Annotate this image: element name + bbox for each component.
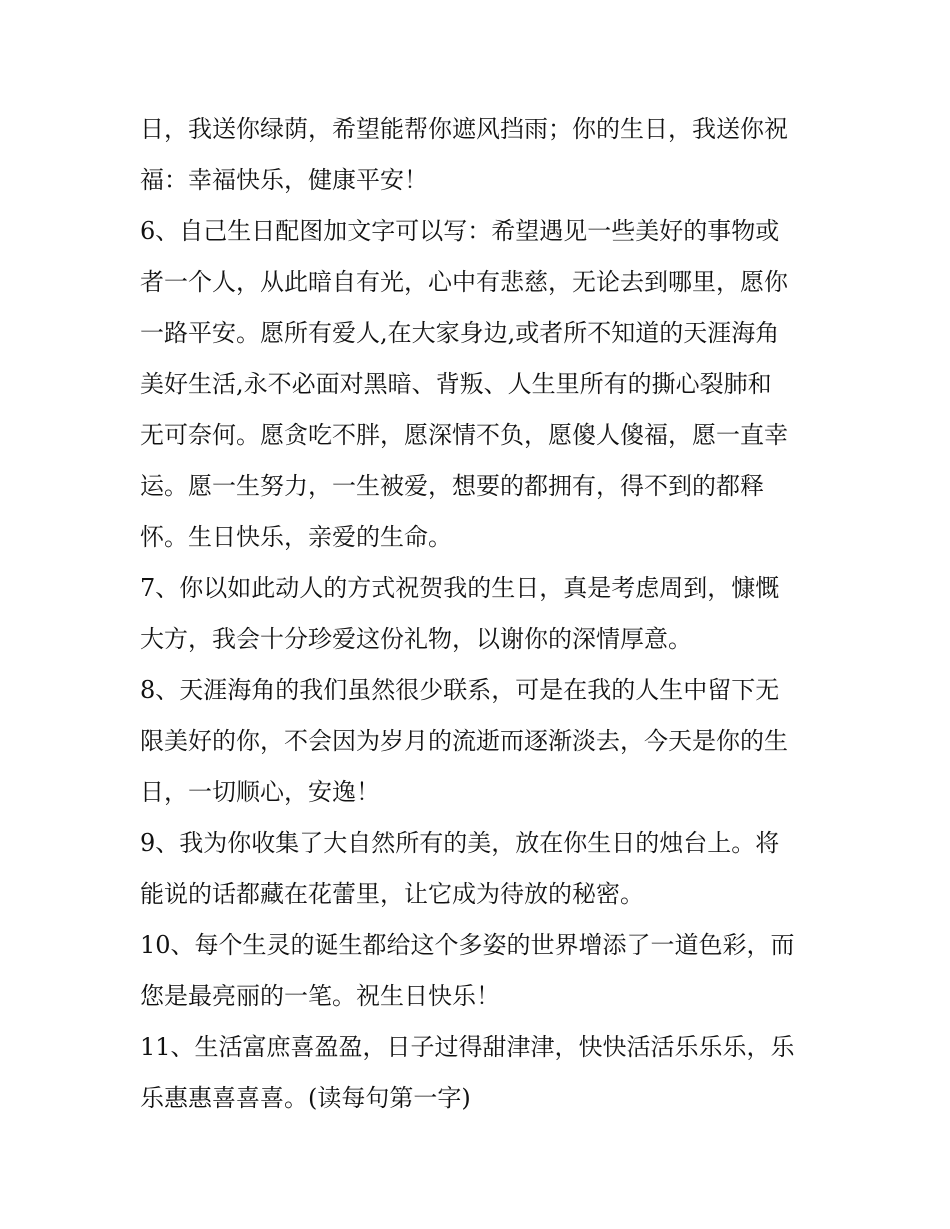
text-line: 福：幸福快乐，健康平安！ [140,166,428,194]
text-line: 怀。生日快乐，亲爱的生命。 [140,523,452,551]
text-line: 能说的话都藏在花蕾里，让它成为待放的秘密。 [140,880,644,908]
text-line: 8、天涯海角的我们虽然很少联系，可是在我的人生中留下无 [140,676,780,704]
text-line: 美好生活,永不必面对黑暗、背叛、人生里所有的撕心裂肺和 [140,370,772,398]
text-line: 您是最亮丽的一笔。祝生日快乐！ [140,982,500,1010]
text-line: 一路平安。愿所有爱人,在大家身边,或者所不知道的天涯海角 [140,319,780,347]
text-line: 运。愿一生努力，一生被爱，想要的都拥有，得不到的都释 [140,472,764,500]
text-line: 11、生活富庶喜盈盈，日子过得甜津津，快快活活乐乐乐，乐 [140,1033,795,1061]
text-line: 乐惠惠喜喜喜。(读每句第一字) [140,1084,471,1112]
text-line: 无可奈何。愿贪吃不胖，愿深情不负，愿傻人傻福，愿一直幸 [140,421,788,449]
text-line: 大方，我会十分珍爱这份礼物，以谢你的深情厚意。 [140,625,692,653]
text-line: 限美好的你，不会因为岁月的流逝而逐渐淡去，今天是你的生 [140,727,788,755]
text-line: 6、自己生日配图加文字可以写：希望遇见一些美好的事物或 [140,217,780,245]
text-line: 10、每个生灵的诞生都给这个多姿的世界增添了一道色彩，而 [140,931,795,959]
document-body [140,104,820,1124]
text-line: 日，一切顺心，安逸！ [140,778,380,806]
text-line: 9、我为你收集了大自然所有的美，放在你生日的烛台上。将 [140,829,780,857]
text-line: 日，我送你绿荫，希望能帮你遮风挡雨；你的生日，我送你祝 [140,115,788,143]
text-line: 7、你以如此动人的方式祝贺我的生日，真是考虑周到，慷慨 [140,574,780,602]
text-line: 者一个人，从此暗自有光，心中有悲慈，无论去到哪里，愿你 [140,268,788,296]
